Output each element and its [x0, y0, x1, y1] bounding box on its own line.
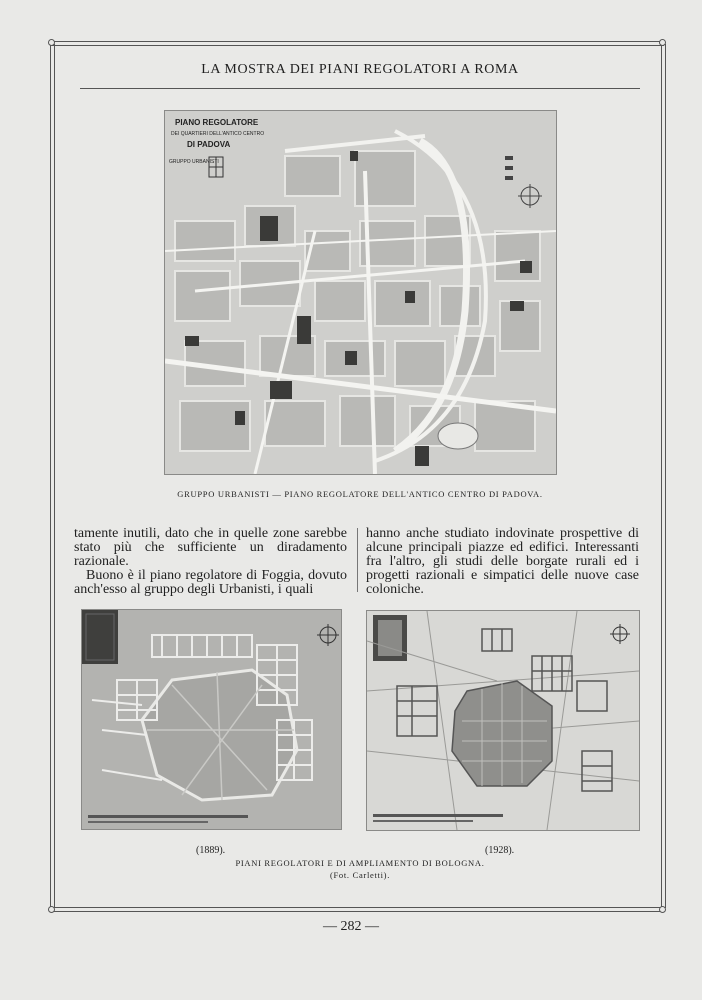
padova-map-title-line-2: DEI QUARTIERI DELL'ANTICO CENTRO [171, 131, 265, 137]
frame-left-rule [50, 44, 55, 908]
paragraph: Buono è il piano regolatore di Foggia, dovuto anch'esso al gruppo degli Urbanisti, i quali [74, 568, 347, 597]
frame-corner-ornament [48, 906, 55, 913]
text-column-left [74, 527, 347, 597]
bologna-1928-map-figure [366, 610, 640, 831]
frame-corner-ornament [659, 906, 666, 913]
text-column-right [366, 527, 639, 597]
frame-corner-ornament [659, 39, 666, 46]
frame-bottom-rule [52, 907, 664, 912]
bologna-caption-line-1: PIANI REGOLATORI E DI AMPLIAMENTO DI BOLOGNA. [235, 858, 485, 868]
bologna-1889-map-figure [81, 609, 342, 830]
column-rule [357, 528, 358, 592]
header-rule [80, 88, 640, 89]
padova-caption: GRUPPO URBANISTI — PIANO REGOLATORE DELL'ANTICO CENTRO DI PADOVA. [177, 489, 543, 499]
paragraph: hanno anche studiato indovinate prospettive di alcune principali piazze ed edifici. Interessanti fra l'altro, gli studi delle borgate rurali ed i progetti razionali e simpatici delle nuove case coloniche. [366, 526, 639, 597]
running-title: LA MOSTRA DEI PIANI REGOLATORI A ROMA [201, 62, 519, 77]
bologna-right-year: (1928). [485, 845, 515, 856]
page-number: — 282 — [323, 919, 379, 934]
padova-map-figure [164, 110, 557, 475]
frame-top-rule [52, 41, 664, 46]
bologna-1889-map-image [82, 610, 341, 829]
padova-map-image [165, 111, 556, 474]
bologna-caption-line-2: (Fot. Carletti). [329, 870, 391, 880]
bologna-left-year: (1889). [196, 845, 226, 856]
padova-map-group-label: GRUPPO URBANISTI [169, 159, 219, 165]
frame-right-rule [661, 44, 666, 908]
padova-map-title-line-1: PIANO REGOLATORE [175, 118, 259, 127]
paragraph: tamente inutili, dato che in quelle zone sarebbe stato più che sufficiente un diradamento razionale. [74, 526, 347, 569]
bologna-1928-map-image [367, 611, 639, 830]
frame-corner-ornament [48, 39, 55, 46]
padova-map-title-line-3: DI PADOVA [187, 140, 231, 149]
